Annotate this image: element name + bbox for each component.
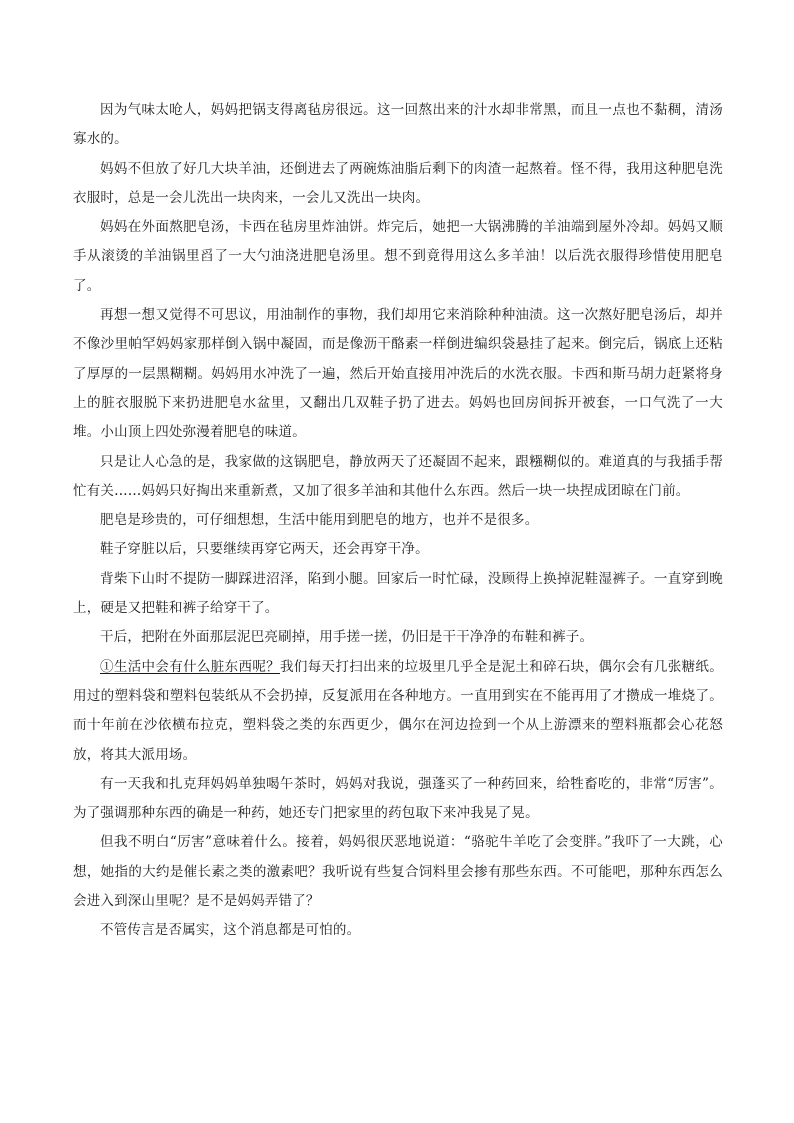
- paragraph-3: 妈妈在外面熬肥皂汤，卡西在毡房里炸油饼。炸完后，她把一大锅沸腾的羊油端到屋外冷却。妈妈又顺手从滚烫的羊油锅里舀了一大勺油浇进肥皂汤里。想不到竟得用这么多羊油！以后洗衣服得珍惜使用肥皂了。: [73, 219, 723, 294]
- paragraph-11: 有一天我和扎克拜妈妈单独喝午茶时，妈妈对我说，强蓬买了一种药回来，给牲畜吃的，非常“厉害”。为了强调那种东西的确是一种药，她还专门把家里的药包取下来冲我晃了晃。: [73, 775, 723, 822]
- paragraph-1: 因为气味太呛人，妈妈把锅支得离毡房很远。这一回熬出来的汁水却非常黑，而且一点也不黏稠，清汤寡水的。: [73, 102, 723, 148]
- paragraph-13: 不管传言是否属实，这个消息都是可怕的。: [100, 922, 361, 939]
- paragraph-2: 妈妈不但放了好几大块羊油，还倒进去了两碗炼油脂后剩下的肉渣一起熬着。怪不得，我用这种肥皂洗衣服时，总是一会儿洗出一块肉来，一会儿又洗出一块肉。: [73, 160, 723, 206]
- body-text: [73, 96, 723, 946]
- paragraph-7: 鞋子穿脏以后，只要继续再穿它两天，还会再穿干净。: [100, 541, 429, 558]
- paragraph-8: 背柴下山时不提防一脚踩进沼泽，陷到小腿。回家后一时忙碌，没顾得上换掉泥鞋湿裤子。一直穿到晚上，硬是又把鞋和裤子给穿干了。: [73, 570, 723, 617]
- paragraph-4: 再想一想又觉得不可思议，用油制作的事物，我们却用它来消除种种油渍。这一次熬好肥皂汤后，却并不像沙里帕罕妈妈家那样倒入锅中凝固，而是像沥干酪素一样倒进编织袋悬挂了起来。倒完后，锅底上还粘了厚厚的一层黑糊糊。妈妈用水冲洗了一遍，然后开始直接用冲洗后的水洗衣服。卡西和斯马胡力赶紧将身上的脏衣服脱下来扔进肥皂水盆里，又翻出几双鞋子扔了进去。妈妈也回房间拆开被套，一口气洗了一大堆。小山顶上四处弥漫着肥皂的味道。: [73, 307, 723, 441]
- paragraph-9: 干后，把附在外面那层泥巴亮刷掉，用手搓一搓，仍旧是干干净净的布鞋和裤子。: [100, 629, 594, 646]
- paragraph-12: 但我不明白“厉害”意味着什么。接着，妈妈很厌恶地说道：“骆驼牛羊吃了会变胖。”我吓了一大跳，心想，她指的大约是催长素之类的激素吧？我听说有些复合饲料里会掺有那些东西。不可能吧，那种东西怎么会进入到深山里呢？是不是妈妈弄错了？: [73, 834, 723, 910]
- paragraph-6: 肥皂是珍贵的，可仔细想想，生活中能用到肥皂的地方，也并不是很多。: [100, 512, 539, 529]
- paragraph-10-rest: 我们每天打扫出来的垃圾里几乎全是泥土和碎石块，偶尔会有几张糖纸。用过的塑料袋和塑料包装纸从不会扔掉，反复派用在各种地方。一直用到实在不能再用了才攒成一堆烧了。而十年前在沙依横布拉克，塑料袋之类的东西更少，偶尔在河边捡到一个从上游漂来的塑料瓶都会心花怒放，将其大派用场。: [73, 658, 723, 763]
- paragraph-5: 只是让人心急的是，我家做的这锅肥皂，静放两天了还凝固不起来，跟糨糊似的。难道真的与我插手帮忙有关……妈妈只好掏出来重新煮，又加了很多羊油和其他什么东西。然后一块一块捏成团晾在门前。: [73, 453, 723, 499]
- paragraph-10: [73, 653, 723, 770]
- underlined-sentence: ①生活中会有什么脏东西呢？: [100, 658, 281, 675]
